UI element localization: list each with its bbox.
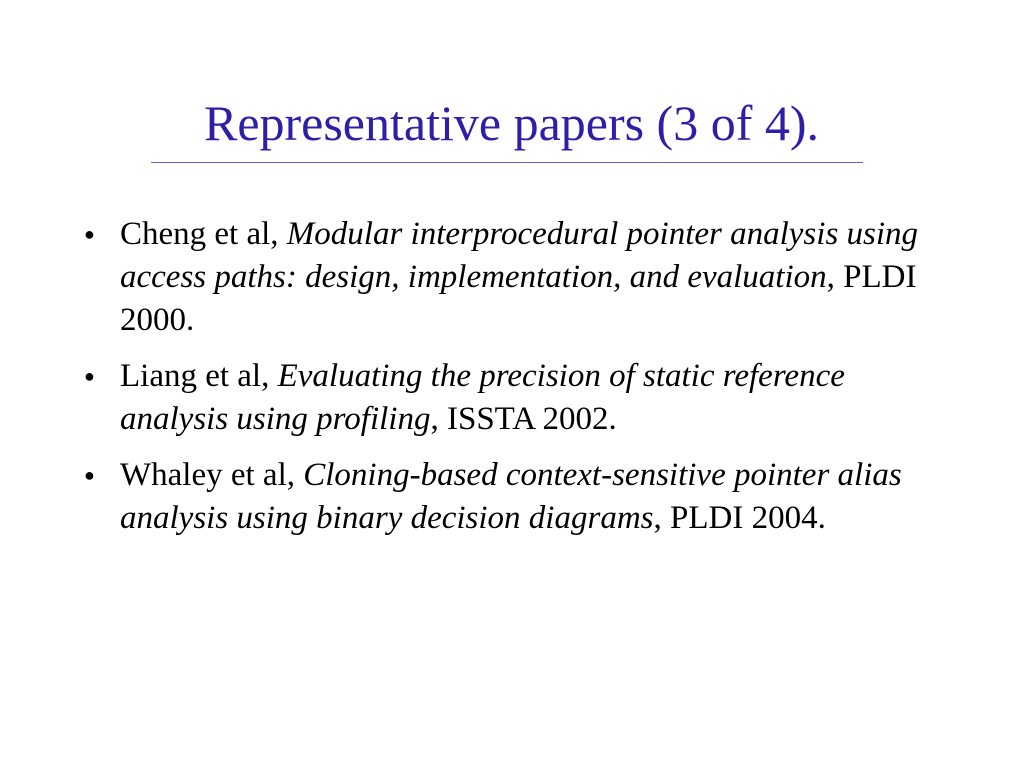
paper-authors: Liang et al,: [120, 358, 278, 394]
bullet-item-liang: [84, 355, 924, 441]
paper-venue: , ISSTA 2002.: [430, 401, 617, 437]
bullet-dot-icon: ●: [84, 465, 95, 485]
bullet-list: [84, 213, 924, 553]
paper-title: Cloning-based context-sensitive pointer alias analysis using binary decision diagrams: [120, 457, 902, 536]
bullet-item-whaley: [84, 454, 924, 540]
paper-venue: , PLDI 2004.: [653, 500, 826, 536]
paper-authors: Whaley et al,: [120, 457, 304, 493]
bullet-dot-icon: ●: [84, 224, 95, 244]
bullet-item-cheng: [84, 213, 924, 342]
paper-venue: , PLDI 2000.: [120, 259, 917, 338]
title-underline: [151, 162, 863, 163]
bullet-dot-icon: ●: [84, 366, 95, 386]
slide-title: Representative papers (3 of 4).: [203, 95, 820, 151]
paper-authors: Cheng et al,: [120, 216, 287, 252]
paper-title: Evaluating the precision of static reference analysis using profiling: [120, 358, 845, 437]
paper-title: Modular interprocedural pointer analysis using access paths: design, implementation, and evaluation: [120, 216, 919, 295]
